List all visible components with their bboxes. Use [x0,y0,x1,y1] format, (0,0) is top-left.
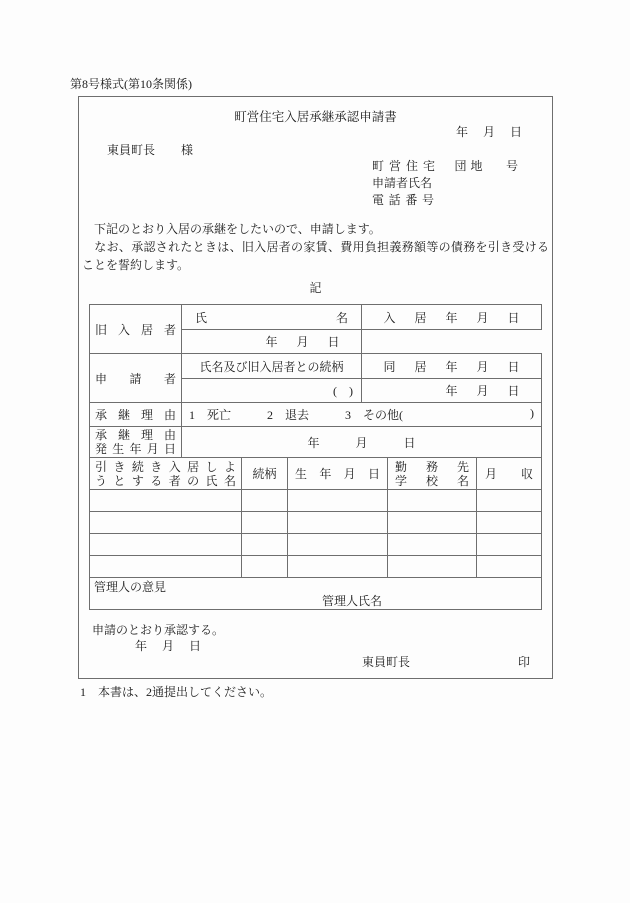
header-date-line: 年 月 日 [455,125,522,139]
manager-opinion-row [90,578,542,610]
household-header-row [90,458,542,490]
request-sentence: 下記のとおり入居の承継をしたいので、申請します。 [82,222,381,236]
seal-mark: 印 [517,655,530,669]
housing-line [372,158,518,175]
empty-cell [90,512,242,534]
table-row [90,354,542,379]
succession-reason-options [182,403,542,427]
table-row [90,512,542,534]
phone-label: 電話番号 [372,193,434,207]
move-in-date-header: 入 居 年 月 日 [362,305,542,330]
reason-date-field: 年 月 日 [182,427,542,458]
succession-reason-label: 承継理由 [90,403,182,427]
cohabit-date-header: 同 居 年 月 日 [362,354,542,379]
empty-cell [388,534,477,556]
continuing-tenant-name-header: 引き続き入居しよ うとする者の氏名 [90,458,242,490]
birth-date-header: 生年月日 [288,458,388,490]
record-heading: 記 [309,281,322,295]
applicant-name-label: 申請者氏名 [372,176,433,190]
reason-close-paren: ) [530,406,534,420]
empty-cell [288,534,388,556]
approval-date-line: 年 月 日 [135,639,202,653]
table-row [90,427,542,458]
empty-cell [242,534,288,556]
empty-cell [90,556,242,578]
empty-cell [477,556,542,578]
unit-label: 号 [505,159,518,173]
empty-cell [477,534,542,556]
empty-cell [288,490,388,512]
empty-cell [477,512,542,534]
approval-sentence: 申請のとおり承認する。 [92,623,225,637]
empty-cell [388,512,477,534]
relation-header: 続柄 [242,458,288,490]
addressee-honorific: 様 [181,143,194,157]
mayor-signature-label: 東員町長 [362,655,411,669]
table-row [90,556,542,578]
form-number-label: 第8号様式(第10条関係) [70,77,192,91]
empty-cell [242,556,288,578]
applicant-info-block [372,158,518,209]
applicant-label: 申請者 [90,354,182,403]
approval-signature-line [79,654,552,670]
main-table [89,304,542,458]
move-in-date-field: 年 月 日 [182,330,362,354]
old-tenant-label: 旧入居者 [90,305,182,354]
reason-options-text: 1 死亡 2 退去 3 その他( [189,408,403,422]
pledge-sentence: なお、承認されたときは、旧入居者の家賃、費用負担義務額等の債務を引き受けることを誓約します。 [82,240,549,272]
applicant-name-header: 氏名及び旧入居者との続柄 [182,354,362,379]
empty-cell [388,490,477,512]
addressee-name: 東員町長 [107,143,156,157]
table-row [90,490,542,512]
submission-footnote: 1 本書は、2通提出してください。 [80,685,273,699]
empty-cell [288,556,388,578]
empty-cell [288,512,388,534]
workplace-school-header: 勤務先 学校名 [388,458,477,490]
table-row [90,305,542,330]
form-border-box [78,96,553,679]
manager-opinion-cell [90,578,542,610]
relation-paren-field: ( ) [182,379,362,403]
old-tenant-name-header: 氏名 [182,305,362,330]
manager-name-label: 管理人氏名 [322,594,383,608]
monthly-income-header: 月収 [477,458,542,490]
empty-cell [242,490,288,512]
table-row [90,534,542,556]
housing-label: 町営住宅 [372,159,435,173]
reason-date-label: 承継理由 発生年月日 [90,427,182,458]
household-table [89,457,542,610]
empty-cell [242,512,288,534]
empty-cell [90,534,242,556]
empty-cell [477,490,542,512]
estate-label: 団地 [454,159,487,173]
cohabit-date-field: 年 月 日 [362,379,542,403]
empty-cell [388,556,477,578]
table-row [90,403,542,427]
form-title: 町営住宅入居承継承認申請書 [234,110,397,124]
empty-cell [90,490,242,512]
manager-opinion-label: 管理人の意見 [94,580,167,594]
addressee-row [107,142,552,158]
